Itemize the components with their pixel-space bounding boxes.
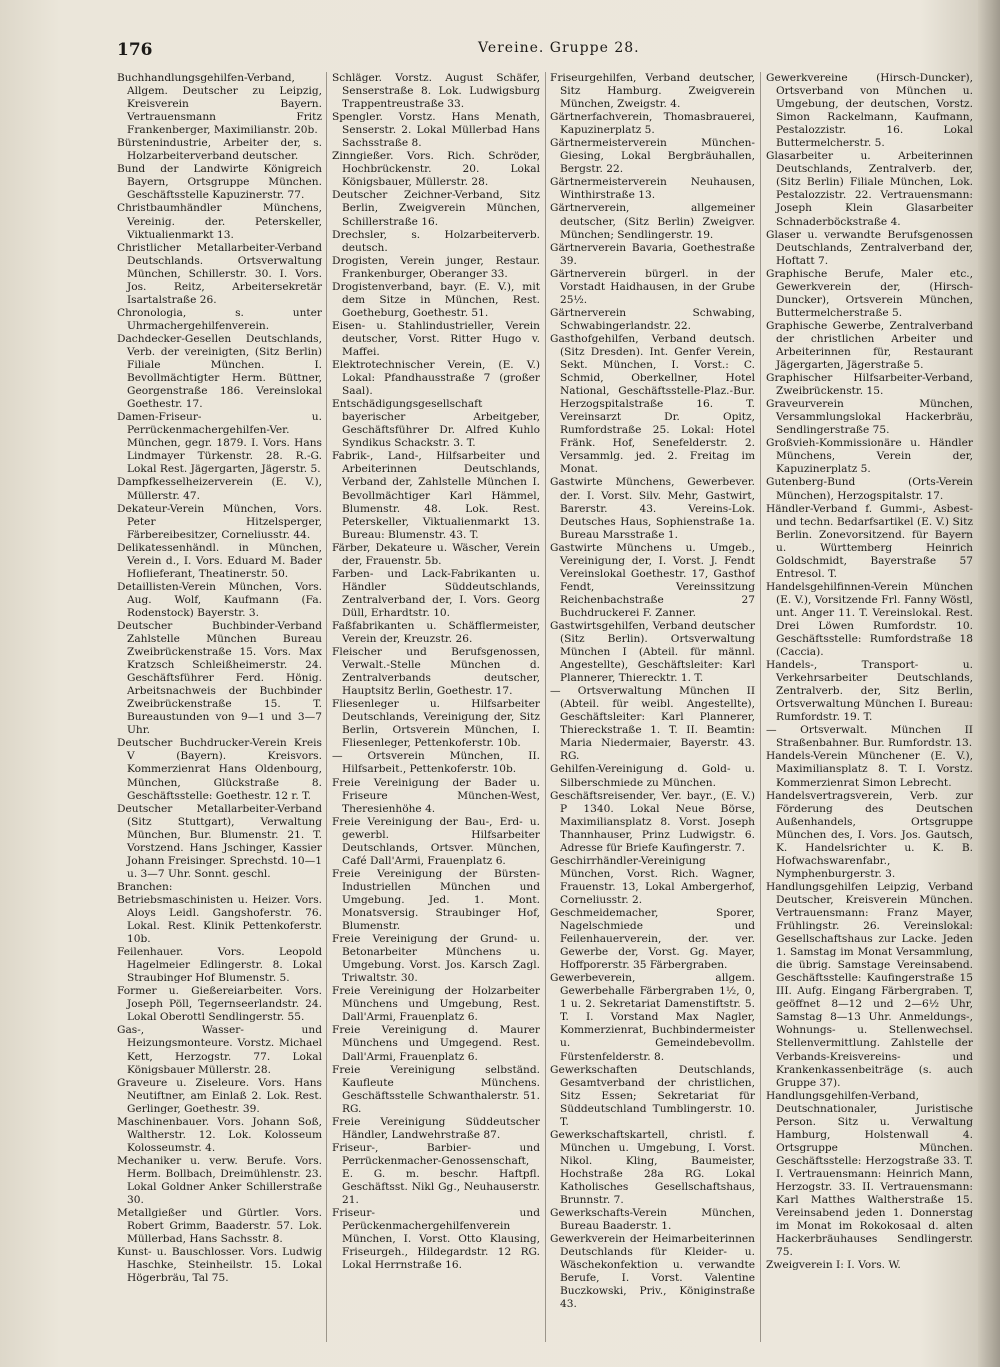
directory-entry: Friseurgehilfen, Verband deutscher, Sitz Hamburg. Zweigverein München, Zweigstr. 4. — [550, 72, 755, 111]
directory-entry: Buchhandlungsgehilfen-Verband, Allgem. Deutscher zu Leipzig, Kreisverein Bayern. Vertrauensmann Fritz Frankenberger, Maximilianstr. 20b. — [117, 72, 322, 137]
page-header — [0, 40, 1000, 70]
directory-entry: Gewerkvereine (Hirsch-Duncker), Ortsverband von München u. Umgebung, der deutschen, Vorstz. Simon Rackelmann, Kaufmann, Pestalozzistr. 16. Lokal Buttermelcherstr. 5. — [766, 72, 973, 150]
directory-entry: — Ortsverwalt. München II Straßenbahner. Bur. Rumfordstr. 13. — [766, 724, 973, 750]
directory-entry: Geschirrhändler-Vereinigung München, Vorst. Rich. Wagner, Frauenstr. 13, Lokal Ambergerhof, Corneliusstr. 2. — [550, 854, 755, 906]
directory-entry: Graphische Berufe, Maler etc., Gewerkverein der, (Hirsch-Duncker), Ortsverein München, Buttermelcherstraße 5. — [766, 267, 973, 319]
directory-entry: Gas-, Wasser- und Heizungsmonteure. Vorstz. Michael Kett, Herzogstr. 77. Lokal Königsbauer Müllerstr. 28. — [117, 1024, 322, 1076]
directory-entry: Detaillisten-Verein München, Vors. Aug. Wolf, Kaufmann (Fa. Rodenstock) Bayerstr. 3. — [117, 580, 322, 619]
directory-entry: Gärtnerfachverein, Thomasbrauerei, Kapuzinerplatz 5. — [550, 111, 755, 137]
page-number: 176 — [117, 40, 153, 60]
directory-entry: Gasthofgehilfen, Verband deutsch. (Sitz Dresden). Int. Genfer Verein, Sekt. München, I. Vorst.: C. Schmid, Oberkellner, Hotel National, Geschäftsstelle-Plaz.-Bur. Herzogspitalstraße 16. T. Vereinsarzt Dr. Opitz, Rumfordstraße 25. Lokal: Hotel Fränk. Hof, Senefelderstr. 2. Versammlg. jed. 2. Freitag im Monat. — [550, 332, 755, 476]
directory-entry: Gastwirte Münchens, Gewerbever. der. I. Vorst. Silv. Mehr, Gastwirt, Barerstr. 43. Vereins-Lok. Deutsches Haus, Sophienstraße 1a. Bureau Marsstraße 1. — [550, 476, 755, 541]
directory-entry: Geschäftsreisender, Ver. bayr., (E. V.) P 1340. Lokal Neue Börse, Maximiliansplatz 8. Vorst. Joseph Thannhauser, Prinz Ludwigstr. 6. Adresse für Briefe Kaufingerstr. 7. — [550, 789, 755, 854]
directory-entry: Graphische Gewerbe, Zentralverband der christlichen Arbeiter und Arbeiterinnen für, Restaurant Jägergarten, Jägerstraße 5. — [766, 319, 973, 372]
directory-entry: Freie Vereinigung der Bürsten-Industriellen München und Umgebung. Jed. 1. Mont. Monatsversig. Straubinger Hof, Blumenstr. — [332, 867, 540, 933]
directory-entry: Zweigverein I: I. Vors. W. — [766, 1259, 901, 1272]
directory-entry: Christlicher Metallarbeiter-Verband Deutschlands. Ortsverwaltung München, Schillerstr. 30. I. Vors. Jos. Reitz, Arbeitersekretär Isartalstraße 26. — [117, 241, 322, 306]
directory-entry: Drogistenverband, bayr. (E. V.), mit dem Sitze in München, Rest. Goetheburg, Goethestr. 51. — [332, 280, 540, 319]
directory-entry: Färber, Dekateure u. Wäscher, Verein der, Frauenstr. 5b. — [332, 541, 540, 567]
directory-entry: — Ortsverein München, II. Hilfsarbeit., Pettenkoferstr. 10b. — [332, 750, 540, 776]
directory-entry: Mechaniker u. verw. Berufe. Vors. Herm. Bollbach, Dreimühlenstr. 23. Lokal Goldner Anker Schillerstraße 30. — [117, 1154, 322, 1207]
directory-entry: Graveurverein München, Versammlungslokal Hackerbräu, Sendlingerstraße 75. — [766, 398, 973, 437]
directory-entry: Friseur-, Barbier- und Perrückenmacher-Genossenschaft, E. G. m. beschr. Haftpfl. Geschäftsst. Nikl Gg., Neuhauserstr. 21. — [332, 1141, 540, 1207]
directory-entry: Graphischer Hilfsarbeiter-Verband, Zweibrückenstr. 15. — [766, 372, 973, 398]
directory-entry: Fliesenleger u. Hilfsarbeiter Deutschlands, Vereinigung der, Sitz Berlin, Ortsverein München, I. Fliesenleger, Pettenkoferstr. 10b. — [332, 698, 540, 750]
directory-entry: Gewerkschaften Deutschlands, Gesamtverband der christlichen, Sitz Essen; Sekretariat für Süddeutschland Tumblingerstr. 10. T. — [550, 1063, 755, 1128]
directory-entry: Schläger. Vorstz. August Schäfer, Senserstraße 8. Lok. Ludwigsburg Trappentreustraße 33. — [332, 72, 540, 111]
directory-entry: Freie Vereinigung d. Maurer Münchens und Umgegend. Rest. Dall'Armi, Frauenplatz 6. — [332, 1024, 540, 1063]
directory-entry: Damen-Friseur- u. Perrückenmachergehilfen-Ver. München, gegr. 1879. I. Vors. Hans Lindmayer Türkenstr. 28. R.-G. Lokal Rest. Jägergarten, Jägerstr. 5. — [117, 411, 322, 476]
directory-entry: Kunst- u. Bauschlosser. Vors. Ludwig Haschke, Steinheilstr. 15. Lokal Högerbräu, Tal 75. — [117, 1246, 322, 1285]
directory-entry: Drechsler, s. Holzarbeiterverb. deutsch. — [332, 228, 540, 254]
directory-entry: Graveure u. Ziseleure. Vors. Hans Neutiftner, am Einlaß 2. Lok. Rest. Gerlinger, Goethestr. 39. — [117, 1076, 322, 1115]
running-title: Vereine. Gruppe 28. — [478, 40, 640, 56]
directory-entry: Handelsvertragsverein, Verb. zur Förderung des Deutschen Außenhandels, Ortsgruppe München des, I. Vors. Jos. Gautsch, K. Handelsrichter u. K. B. Hofwachswarenfabr., Nymphenburgerstr. 3. — [766, 789, 973, 880]
directory-entry: Deutscher Buchbinder-Verband Zahlstelle München Bureau Zweibrückenstraße 15. Vors. Max Kratzsch Schleißheimerstr. 24. Geschäftsführer Ferd. Hönig. Arbeitsnachweis der Buchbinder Zweibrückenstraße 15. T. Bureaustunden von 9—1 und 3—7 Uhr. — [117, 619, 322, 737]
text-columns — [0, 72, 1000, 1342]
directory-entry: Händler-Verband f. Gummi-, Asbest- und techn. Bedarfsartikel (E. V.) Sitz Berlin. Zonevorsitzend. für Bayern u. Württemberg Heinrich Goldschmidt, Bayerstraße 57 Entresol. T. — [766, 502, 973, 580]
directory-entry: Gärtnerverein bürgerl. in der Vorstadt Haidhausen, in der Grube 25½. — [550, 267, 755, 306]
directory-entry: Gehilfen-Vereinigung d. Gold- u. Silberschmiede zu München. — [550, 763, 755, 789]
directory-entry: Bund der Landwirte Königreich Bayern, Ortsgruppe München. Geschäftsstelle Kapuzinerstr. 77. — [117, 163, 322, 202]
directory-entry: Farben- und Lack-Fabrikanten u. Händler Süddeutschlands, Zentralverband der, I. Vors. Georg Düll, Erhardtstr. 10. — [332, 567, 540, 619]
directory-entry: Deutscher Zeichner-Verband, Sitz Berlin, Zweigverein München, Schillerstraße 16. — [332, 189, 540, 228]
directory-entry: Chronologia, s. unter Uhrmachergehilfenverein. — [117, 306, 322, 332]
column-3 — [550, 72, 755, 1342]
directory-entry: Elektrotechnischer Verein, (E. V.) Lokal: Pfandhausstraße 7 (großer Saal). — [332, 359, 540, 398]
directory-entry: Handels-, Transport- u. Verkehrsarbeiter Deutschlands, Zentralverb. der, Sitz Berlin, Ortsverwaltung München I. Bureau: Rumfordstr. 19. T. — [766, 659, 973, 724]
directory-entry: Feilenhauer. Vors. Leopold Hagelmeier Edlingerstr. 8. Lokal Straubinger Hof Blumenstr. 5. — [117, 946, 322, 985]
directory-entry: Handlungsgehilfen-Verband, Deutschnationaler, Juristische Person. Sitz u. Verwaltung Hamburg, Holstenwall 4. Ortsgruppe München. Geschäftsstelle: Herzogstraße 33. T. I. Vertrauensmann: Heinrich Mann, Herzogstr. 33. II. Vertrauensmann: Karl Matthes Waltherstraße 15. Vereinsabend jeden 1. Donnerstag im Monat im Rokokosaal d. alten Hackerbräuhauses Sendlingerstr. 75. — [766, 1089, 973, 1259]
directory-entry: Bürstenindustrie, Arbeiter der, s. Holzarbeiterverband deutscher. — [117, 137, 322, 163]
directory-entry: Christbaumhändler Münchens, Vereinig. der. Peterskeller, Viktualienmarkt 13. — [117, 202, 322, 241]
directory-entry: Fleischer und Berufsgenossen, Verwalt.-Stelle München d. Zentralverbands deutscher, Hauptsitz Berlin, Goethestr. 17. — [332, 646, 540, 698]
directory-entry: Freie Vereinigung Süddeutscher Händler, Landwehrstraße 87. — [332, 1115, 540, 1141]
directory-entry: Dekateur-Verein München, Vors. Peter Hitzelsperger, Färbereibesitzer, Corneliusstr. 44. — [117, 502, 322, 541]
directory-entry: Faßfabrikanten u. Schäfflermeister, Verein der, Kreuzstr. 26. — [332, 619, 540, 646]
column-1 — [117, 72, 322, 1342]
directory-entry: Großvieh-Kommissionäre u. Händler Münchens, Verein der, Kapuzinerplatz 5. — [766, 437, 973, 476]
page-edge — [978, 0, 1000, 1367]
directory-entry: Betriebsmaschinisten u. Heizer. Vors. Aloys Leidl. Gangshoferstr. 76. Lokal. Rest. Klinik Pettenkoferstr. 10b. — [117, 893, 322, 946]
directory-entry: Metallgießer und Gürtler. Vors. Robert Grimm, Baaderstr. 57. Lok. Müllerbad, Hans Sachsstr. 8. — [117, 1207, 322, 1246]
directory-entry: Deutscher Buchdrucker-Verein Kreis V (Bayern). Kreisvors. Kommerzienrat Hans Oldenbourg, München, Glückstraße 8. Geschäftsstelle: Goethestr. 12 r. T. — [117, 737, 322, 802]
directory-entry: Deutscher Metallarbeiter-Verband (Sitz Stuttgart), Verwaltung München, Bur. Blumenstr. 21. T. Vorstzend. Hans Jschinger, Kassier Johann Freisinger. Sprechstd. 10—1 u. 3—7 Uhr. Sonnt. geschl. — [117, 802, 322, 880]
directory-entry: Branchen: — [117, 880, 173, 893]
directory-entry: Entschädigungsgesellschaft bayerischer Arbeitgeber, Geschäftsführer Dr. Alfred Kuhlo Syndikus Schackstr. 3. T. — [332, 398, 540, 450]
directory-entry: Freie Vereinigung der Bader u. Friseure München-West, Theresienhöhe 4. — [332, 776, 540, 815]
directory-entry: Freie Vereinigung der Grund- u. Betonarbeiter Münchens u. Umgebung. Vorst. Jos. Karsch Zagl. Triwaltstr. 30. — [332, 933, 540, 985]
directory-entry: Delikatessenhändl. in München, Verein d., I. Vors. Eduard M. Bader Hoflieferant, Theatinerstr. 50. — [117, 541, 322, 580]
directory-entry: Gewerkschaftskartell, christl. f. München u. Umgebung, I. Vorst. Nikol. Kling, Baumeister, Hochstraße 28a RG. Lokal Katholisches Gesellschaftshaus, Brunnstr. 7. — [550, 1128, 755, 1207]
column-divider — [545, 72, 546, 1342]
directory-entry: Eisen- u. Stahlindustrieller, Verein deutscher, Vorst. Ritter Hugo v. Maffei. — [332, 319, 540, 358]
directory-entry: Gastwirte Münchens u. Umgeb., Vereinigung der, I. Vorst. J. Fendt Vereinslokal Goethestr. 17, Gasthof Fendt, Vereinssitzung Reichenbachstraße 27 Buchdruckerei F. Zanner. — [550, 541, 755, 619]
directory-entry: Gewerbeverein, allgem. Gewerbehalle Färbergraben 1½, 0, 1 u. 2. Sekretariat Damenstiftstr. 5. T. I. Vorstand Max Nagler, Kommerzienrat, Buchbindermeister u. Gemeindebevollm. Fürstenfelderstr. 8. — [550, 972, 755, 1063]
directory-entry: Former u. Gießereiarbeiter. Vors. Joseph Pöll, Tegernseerlandstr. 24. Lokal Oberottl Sendlingerstr. 55. — [117, 985, 322, 1024]
directory-entry: Gastwirtsgehilfen, Verband deutscher (Sitz Berlin). Ortsverwaltung München I (Abteil. für männl. Angestellte), Geschäftsleiter: Karl Plannerer, Thierecktr. 1. T. — [550, 619, 755, 685]
column-divider — [760, 72, 761, 1342]
directory-entry: Dachdecker-Gesellen Deutschlands, Verb. der vereinigten, (Sitz Berlin) Filiale München. I. Bevollmächtigter Herm. Büttner, Georgenstraße 186. Vereinslokal Goethestr. 17. — [117, 332, 322, 411]
directory-entry: Spengler. Vorstz. Hans Menath, Senserstr. 2. Lokal Müllerbad Hans Sachsstraße 8. — [332, 111, 540, 150]
directory-entry: Gutenberg-Bund (Orts-Verein München), Herzogspitalstr. 17. — [766, 476, 973, 502]
column-divider — [326, 72, 327, 1342]
directory-entry: Handlungsgehilfen Leipzig, Verband Deutscher, Kreisverein München. Vertrauensmann: Franz Mayer, Frühlingstr. 26. Vereinslokal: Gesellschaftshaus zur Lacke. Jeden 1. Samstag im Monat Versammlung, die übrig. Samstage Vereinsabend. Geschäftsstelle: Kaufingerstraße 15 III. Aufg. Eingang Färbergraben. T, geöffnet 8—12 und 2—6½ Uhr, Samstag 8—13 Uhr. Anmeldungs-, Wohnungs- u. Stellenwechsel. Stellenvermittlung. Zahlstelle der Verbands-Kreisvereins- und Krankenkassenbeiträge (s. auch Gruppe 37). — [766, 880, 973, 1089]
directory-entry: Handels-Verein Münchener (E. V.), Maximiliansplatz 8. T. I. Vorstz. Kommerzienrat Simon Lebrecht. — [766, 750, 973, 789]
directory-entry: Gärtnermeisterverein Neuhausen, Winthirstraße 13. — [550, 176, 755, 202]
directory-entry: Freie Vereinigung der Bau-, Erd- u. gewerbl. Hilfsarbeiter Deutschlands, Ortsver. München, Café Dall'Armi, Frauenplatz 6. — [332, 815, 540, 867]
directory-entry: Freie Vereinigung der Holzarbeiter Münchens und Umgebung, Rest. Dall'Armi, Frauenplatz 6. — [332, 985, 540, 1024]
column-2 — [332, 72, 540, 1342]
directory-entry: Gärtnermeisterverein München-Giesing, Lokal Bergbräuhallen, Bergstr. 22. — [550, 137, 755, 176]
directory-entry: Gärtnerverein, allgemeiner deutscher, (Sitz Berlin) Zweigver. München; Sendlingerstr. 19. — [550, 202, 755, 241]
directory-entry: Dampfkesselheizerverein (E. V.), Müllerstr. 47. — [117, 476, 322, 502]
directory-entry: — Ortsverwaltung München II (Abteil. für weibl. Angestellte), Geschäftsleiter: Karl Plannerer, Thiereckstraße 1. T. II. Beamtin: Maria Niedermaier, Bayerstr. 43. RG. — [550, 685, 755, 763]
directory-entry: Gewerkschafts-Verein München, Bureau Baaderstr. 1. — [550, 1207, 755, 1233]
directory-entry: Glasarbeiter u. Arbeiterinnen Deutschlands, Zentralverb. der, (Sitz Berlin) Filiale München, Lok. Pestalozzistr. 22. Vertrauensmann: Joseph Klein Glasarbeiter Schnaderböckstraße 4. — [766, 150, 973, 228]
directory-entry: Fabrik-, Land-, Hilfsarbeiter und Arbeiterinnen Deutschlands, Verband der, Zahlstelle München I. Bevollmächtiger Karl Hämmel, Blumenstr. 48. Lok. Rest. Peterskeller, Viktualienmarkt 13. Bureau: Blumenstr. 43. T. — [332, 450, 540, 541]
directory-entry: Glaser u. verwandte Berufsgenossen Deutschlands, Zentralverband der, Hoftatt 7. — [766, 228, 973, 267]
directory-entry: Handelsgehilfinnen-Verein München (E. V.), Vorsitzende Frl. Fanny Wöstl, unt. Anger 11. T. Vereinslokal. Rest. Drei Löwen Rumfordstr. 10. Geschäftsstelle: Rumfordstraße 18 (Caccia). — [766, 580, 973, 659]
directory-entry: Gärtnerverein Schwabing, Schwabingerlandstr. 22. — [550, 306, 755, 332]
directory-entry: Gärtnerverein Bavaria, Goethestraße 39. — [550, 241, 755, 267]
directory-entry: Freie Vereinigung selbständ. Kaufleute Münchens. Geschäftsstelle Schwanthalerstr. 51. RG. — [332, 1063, 540, 1115]
column-4 — [766, 72, 973, 1342]
directory-entry: Geschmeidemacher, Sporer, Nagelschmiede und Feilenhauerverein, der. ver. Gewerbe der, Vorst. Gg. Mayer, Hoffporerstr. 35 Färbergraben. — [550, 907, 755, 972]
directory-entry: Friseur- und Perückenmachergehilfenverein München, I. Vorst. Otto Klausing, Friseurgeh., Hildegardstr. 12 RG. Lokal Herrnstraße 16. — [332, 1207, 540, 1272]
directory-entry: Maschinenbauer. Vors. Johann Soß, Waltherstr. 12. Lok. Kolosseum Kolosseumstr. 4. — [117, 1115, 322, 1154]
directory-entry: Drogisten, Verein junger, Restaur. Frankenburger, Oberanger 33. — [332, 254, 540, 280]
directory-entry: Zinngießer. Vors. Rich. Schröder, Hochbrückenstr. 20. Lokal Königsbauer, Müllerstr. 28. — [332, 150, 540, 189]
directory-entry: Gewerkverein der Heimarbeiterinnen Deutschlands für Kleider- u. Wäschekonfektion u. verwandte Berufe, I. Vorst. Valentine Buczkowski, Priv., Königinstraße 43. — [550, 1233, 755, 1311]
